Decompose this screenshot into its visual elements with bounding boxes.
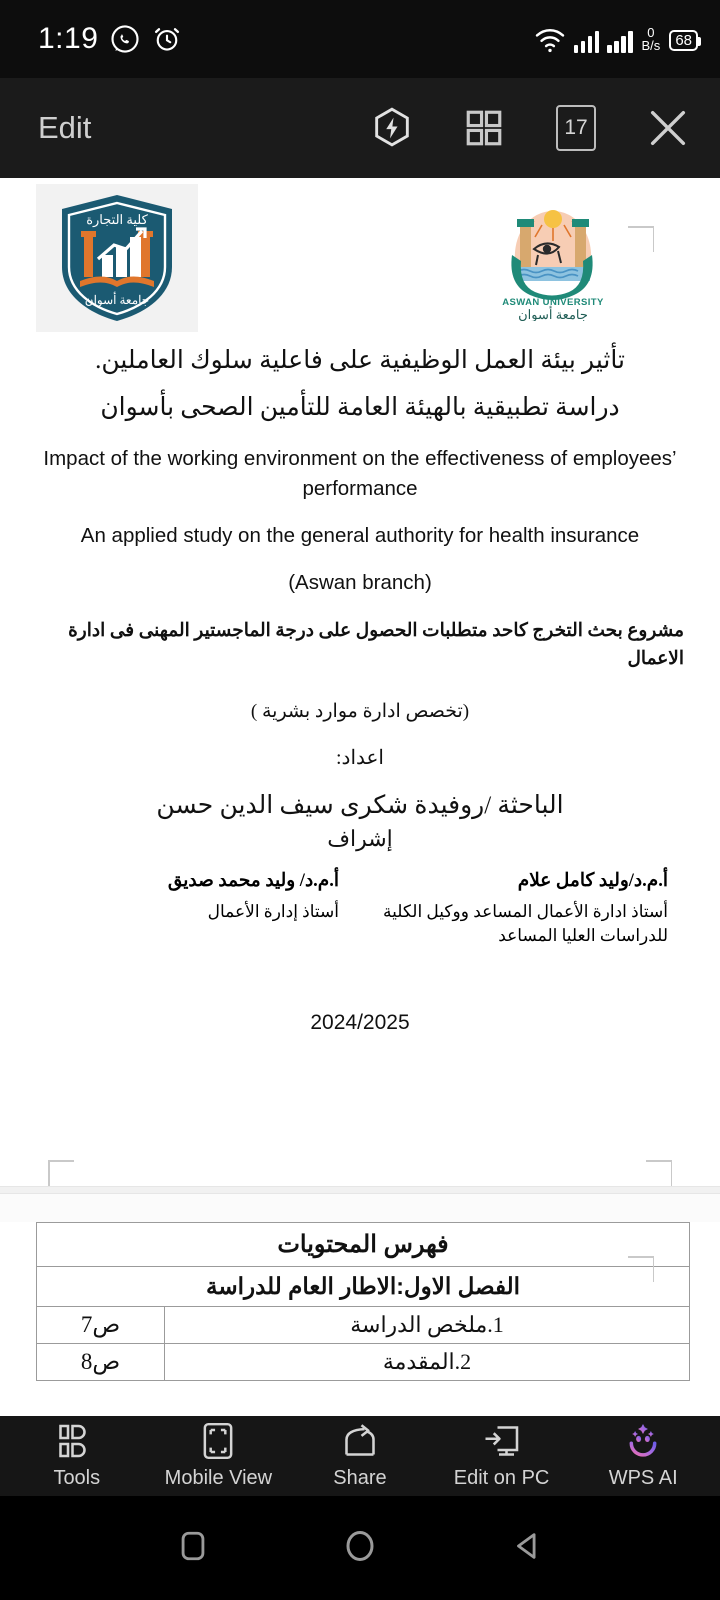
table-row bbox=[37, 1344, 690, 1381]
logos-row bbox=[36, 178, 684, 334]
toolbar-title: Edit bbox=[38, 110, 92, 145]
whatsapp-icon bbox=[110, 24, 140, 54]
signal-bars-icon bbox=[574, 29, 600, 53]
toc-item-title: 1.ملخص الدراسة bbox=[165, 1307, 690, 1344]
status-bar-left bbox=[38, 22, 182, 56]
doc-supervision-label: إشراف bbox=[327, 825, 393, 851]
back-button[interactable] bbox=[510, 1529, 544, 1568]
supervisors-row bbox=[36, 870, 684, 949]
tools-label: Tools bbox=[53, 1467, 101, 1489]
svg-text:ASWAN UNIVERSITY: ASWAN UNIVERSITY bbox=[502, 297, 604, 308]
table-row bbox=[37, 1307, 690, 1344]
wps-ai-icon bbox=[623, 1422, 663, 1460]
doc-year: 2024/2025 bbox=[310, 1011, 410, 1035]
margin-mark-bottom-left bbox=[48, 1160, 74, 1186]
wifi-icon bbox=[534, 27, 566, 53]
margin-mark-top-right bbox=[628, 226, 654, 252]
page-separator bbox=[0, 1186, 720, 1194]
doc-title-ar-line2: دراسة تطبيقية بالهيئة العامة للتأمين الصحى بأسوان bbox=[100, 393, 620, 421]
back-triangle-icon bbox=[510, 1529, 544, 1563]
doc-degree-note: مشروع بحث التخرج كاحد متطلبات الحصول على درجة الماجستير المهنى فى ادارة الاعمال bbox=[68, 620, 684, 670]
aswan-university-logo bbox=[478, 184, 628, 334]
doc-researcher-name: الباحثة /روفيدة شكرى سيف الدين حسن bbox=[156, 791, 564, 819]
supervisor-1-role: أستاذ ادارة الأعمال المساعد ووكيل الكلية للدراسات العليا المساعد bbox=[383, 901, 668, 946]
toc-subheader-row bbox=[37, 1267, 690, 1307]
app-toolbar bbox=[0, 78, 720, 178]
edit-on-pc-button[interactable] bbox=[448, 1422, 556, 1490]
toolbar-actions bbox=[368, 104, 692, 152]
home-button[interactable] bbox=[342, 1528, 378, 1569]
doc-title-en-line1: Impact of the working environment on the effectiveness of employees’ performance bbox=[43, 446, 677, 501]
doc-title-en-line2: An applied study on the general authority for health insurance bbox=[80, 524, 640, 547]
battery-indicator: 68 bbox=[669, 30, 698, 51]
recents-square-icon bbox=[176, 1529, 210, 1563]
share-button[interactable] bbox=[306, 1422, 414, 1490]
mobile-view-label: Mobile View bbox=[164, 1467, 273, 1489]
status-bar bbox=[0, 0, 720, 78]
mobile-view-icon bbox=[201, 1422, 235, 1460]
margin-mark-bottom-right bbox=[646, 1160, 672, 1186]
status-time: 1:19 bbox=[38, 22, 99, 55]
toc-subheader: الفصل الاول:الاطار العام للدراسة bbox=[37, 1267, 690, 1307]
margin-mark-page2-top-right bbox=[628, 1256, 654, 1282]
faculty-of-commerce-logo bbox=[36, 184, 198, 332]
supervisor-2-name: أ.م.د/ وليد محمد صديق bbox=[167, 870, 340, 891]
mobile-view-button[interactable] bbox=[164, 1422, 272, 1490]
supervisor-2-role: أستاذ إدارة الأعمال bbox=[207, 901, 340, 921]
alarm-icon bbox=[152, 24, 182, 54]
toc-item-page: ص8 bbox=[37, 1344, 165, 1381]
share-icon bbox=[340, 1422, 380, 1460]
system-navigation-bar bbox=[0, 1496, 720, 1600]
grid-view-button[interactable] bbox=[460, 104, 508, 152]
recents-button[interactable] bbox=[176, 1529, 210, 1568]
svg-text:جامعة أسوان: جامعة أسوان bbox=[84, 293, 150, 307]
grid-view-icon bbox=[463, 107, 505, 149]
network-speed-unit: B/s bbox=[641, 37, 661, 53]
edit-on-pc-icon bbox=[482, 1422, 522, 1460]
home-circle-icon bbox=[342, 1528, 378, 1564]
lightning-hexagon-icon bbox=[369, 105, 415, 151]
tools-icon bbox=[57, 1422, 97, 1460]
network-speed bbox=[642, 26, 661, 52]
page-count-label: 17 bbox=[556, 105, 596, 151]
supervisor-1-name: أ.م.د/وليد كامل علام bbox=[517, 870, 668, 891]
bottom-toolbar bbox=[0, 1416, 720, 1496]
supervisor-1 bbox=[373, 870, 684, 949]
page-count-button[interactable] bbox=[552, 104, 600, 152]
wps-ai-button[interactable] bbox=[589, 1422, 697, 1490]
toc-item-title: 2.المقدمة bbox=[165, 1344, 690, 1381]
network-speed-value: 0 bbox=[647, 24, 655, 40]
toc-header-row bbox=[37, 1223, 690, 1267]
document-page-1 bbox=[0, 178, 720, 1186]
doc-title-ar-line1: تأثير بيئة العمل الوظيفية على فاعلية سلوك العاملين. bbox=[95, 347, 625, 374]
table-of-contents bbox=[36, 1222, 690, 1381]
document-page-2 bbox=[0, 1222, 720, 1416]
doc-prepared-label: اعداد: bbox=[335, 746, 384, 769]
doc-specialization: (تخصص ادارة موارد بشرية ) bbox=[250, 700, 470, 722]
tools-button[interactable] bbox=[23, 1422, 131, 1490]
edit-on-pc-label: Edit on PC bbox=[453, 1467, 550, 1489]
supervisor-2 bbox=[36, 870, 347, 949]
toc-item-page: ص7 bbox=[37, 1307, 165, 1344]
flash-button[interactable] bbox=[368, 104, 416, 152]
svg-text:كلية التجارة: كلية التجارة bbox=[86, 212, 148, 227]
doc-title-en-line3: (Aswan branch) bbox=[288, 570, 432, 594]
signal-bars-icon-2 bbox=[607, 29, 633, 53]
close-button[interactable] bbox=[644, 104, 692, 152]
wps-ai-label: WPS AI bbox=[608, 1467, 678, 1489]
close-icon bbox=[645, 105, 691, 151]
toc-header: فهرس المحتويات bbox=[37, 1223, 690, 1267]
share-label: Share bbox=[333, 1467, 387, 1489]
status-bar-right bbox=[534, 26, 698, 53]
svg-text:جامعة أسوان: جامعة أسوان bbox=[518, 307, 588, 321]
document-viewport[interactable] bbox=[0, 178, 720, 1416]
